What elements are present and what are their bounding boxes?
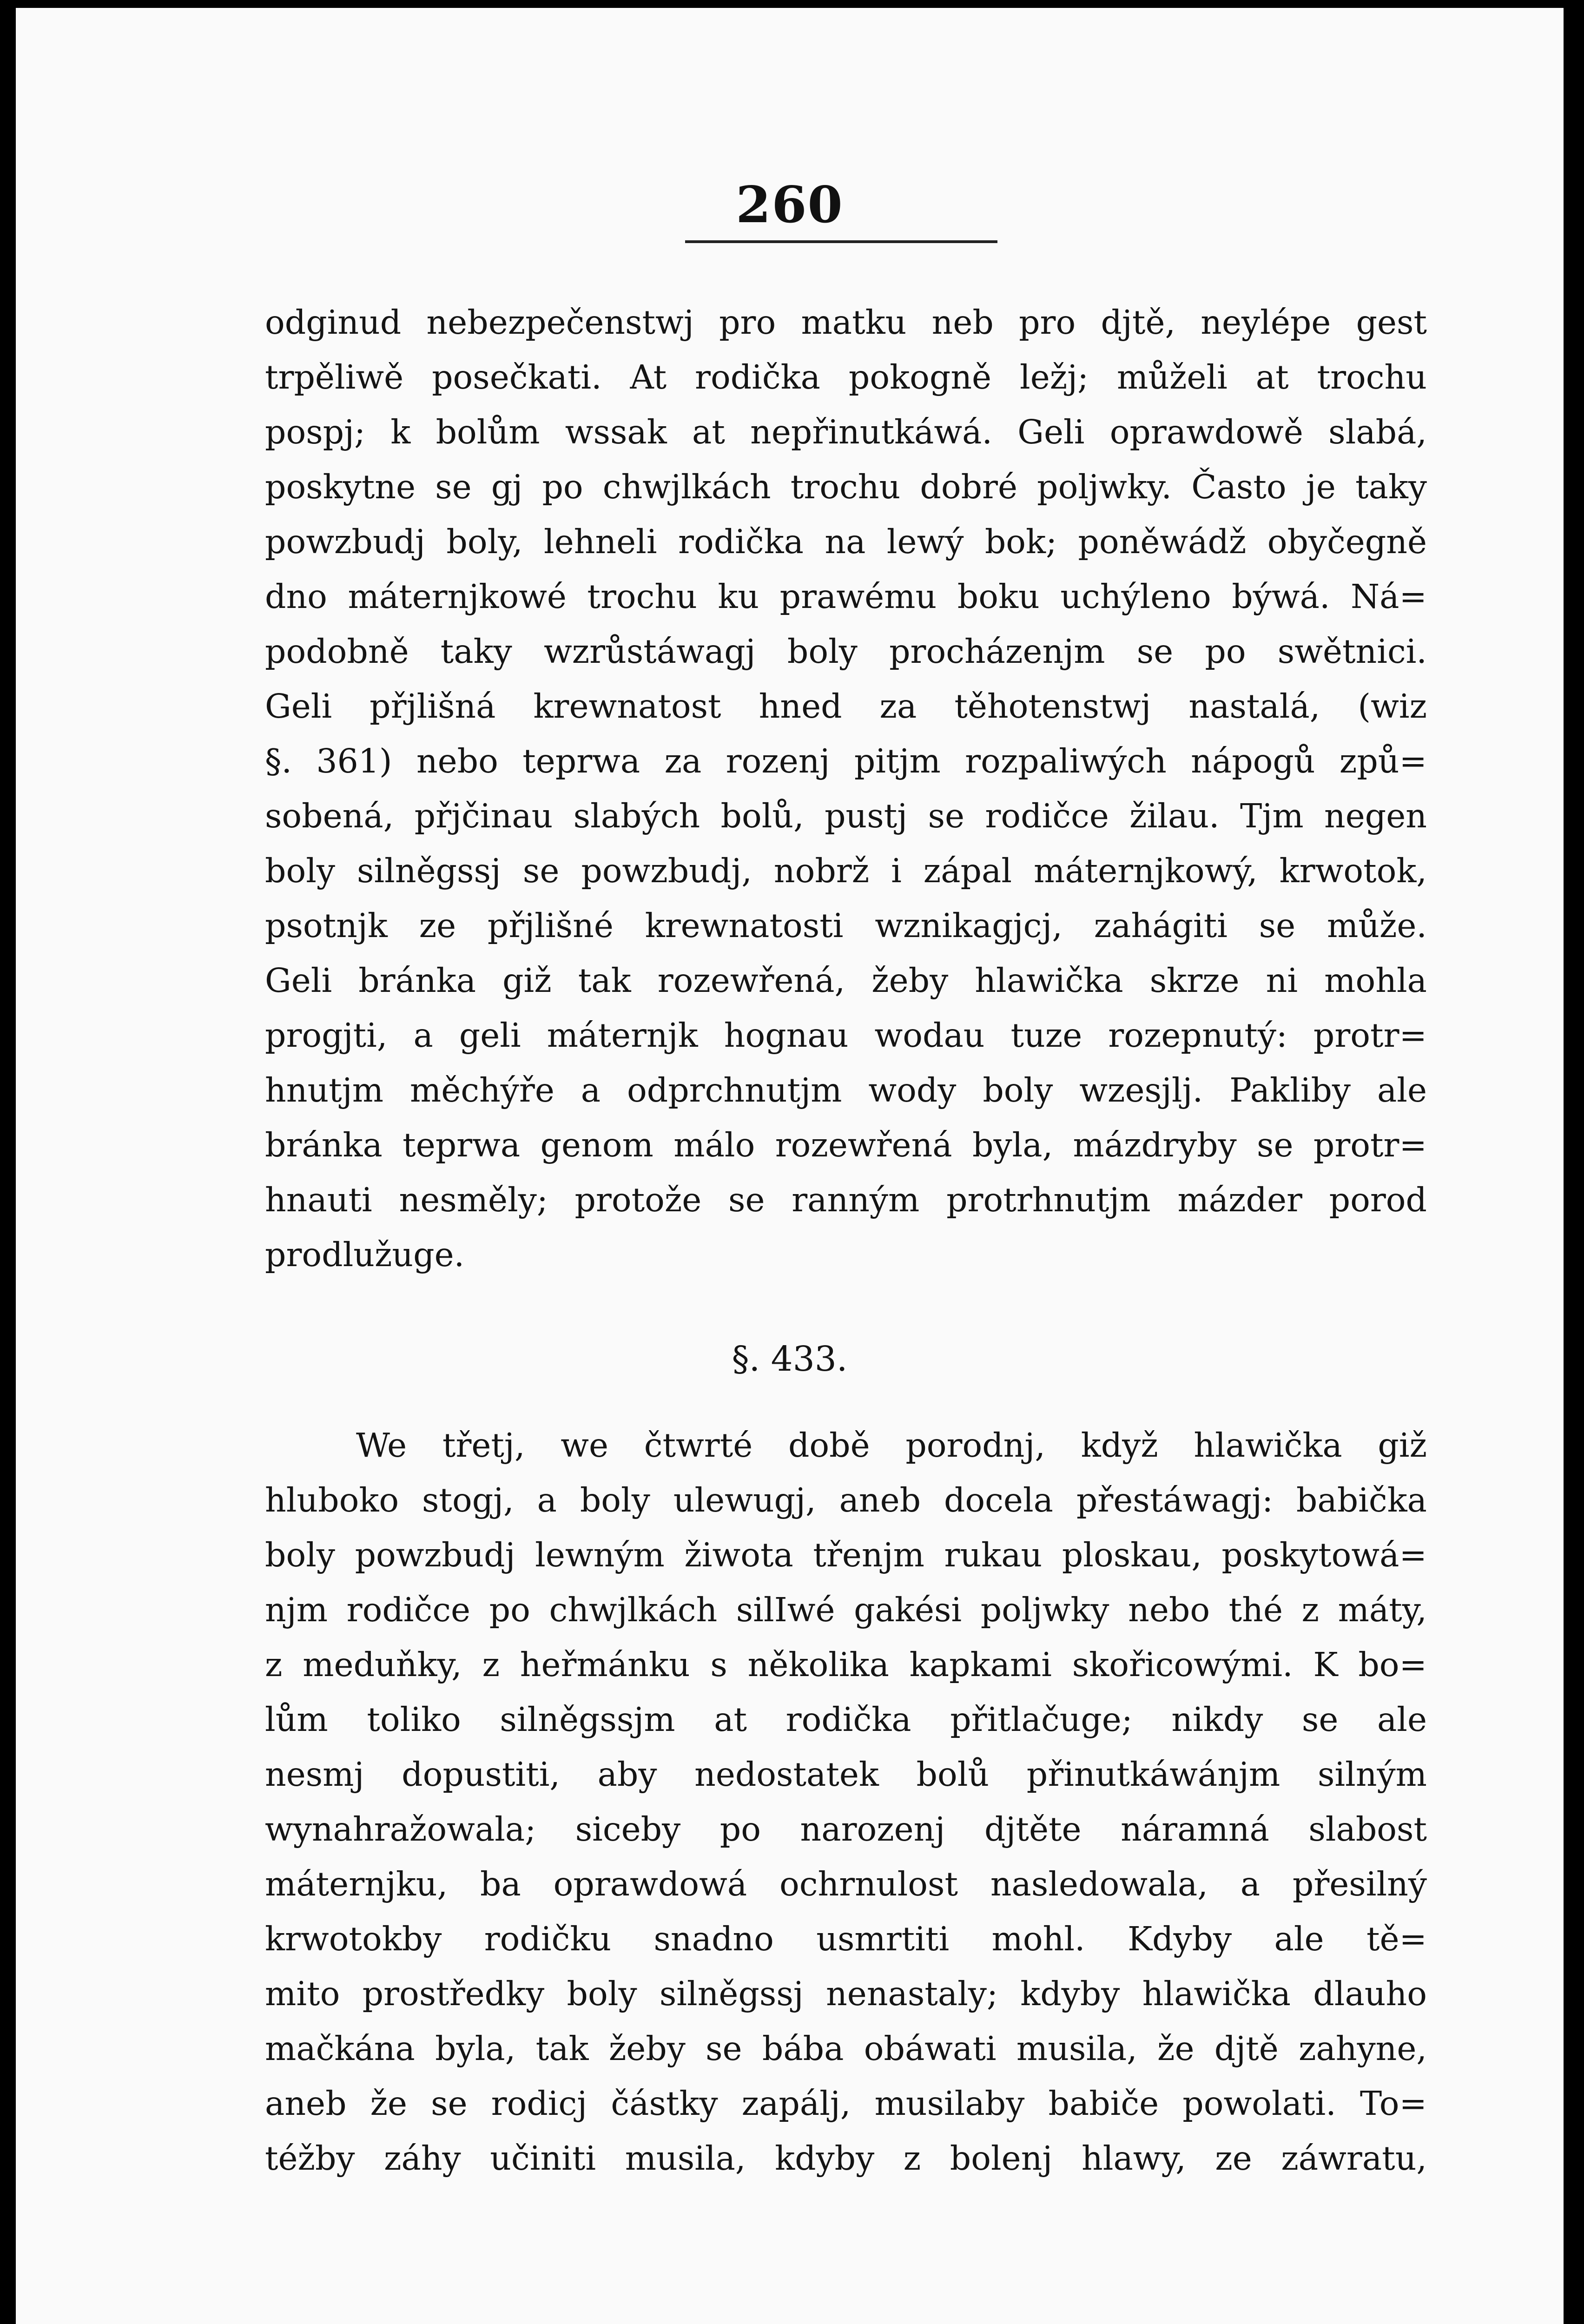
text-line: nesmj dopustiti, aby nedostatek bolů přinutkáwánjm silným xyxy=(265,1755,1427,1794)
text-line: njm rodičce po chwjlkách silIwé gakési poljwky nebo thé z máty, xyxy=(265,1591,1427,1629)
text-line: téžby záhy učiniti musila, kdyby z bolenj hlawy, ze záwratu, xyxy=(265,2139,1427,2178)
book-page xyxy=(16,8,1564,2324)
text-line: Geli přjlišná krewnatost hned za těhotenstwj nastalá, (wiz xyxy=(265,687,1427,726)
text-line: powzbudj boly, lehneli rodička na lewý bok; poněwádž obyčegně xyxy=(265,522,1427,561)
text-line: odginud nebezpečenstwj pro matku neb pro djtě, neylépe gest xyxy=(265,303,1427,342)
text-line: hnutjm měchýře a odprchnutjm wody boly wzesjlj. Pakliby ale xyxy=(265,1071,1427,1109)
page-number: 260 xyxy=(736,176,844,234)
paragraph-2 xyxy=(265,1418,1427,2186)
text-line: poskytne se gj po chwjlkách trochu dobré poljwky. Často je taky xyxy=(265,468,1427,506)
text-line: hnauti nesměly; protože se ranným protrhnutjm mázder porod xyxy=(265,1181,1427,1219)
text-line: boly silněgssj se powzbudj, nobrž i zápal máternjkowý, krwotok, xyxy=(265,852,1427,890)
text-line: trpěliwě posečkati. At rodička pokogně ležj; můželi at trochu xyxy=(265,358,1427,396)
paragraph-1 xyxy=(265,295,1427,1282)
text-line: krwotokby rodičku snadno usmrtiti mohl. Kdyby ale tě= xyxy=(265,1920,1427,1958)
text-line: sobená, přjčinau slabých bolů, pustj se rodičce žilau. Tjm negen xyxy=(265,797,1427,835)
text-line: prodlužuge. xyxy=(265,1235,465,1274)
text-line: bránka teprwa genom málo rozewřená byla, mázdryby se protr= xyxy=(265,1126,1427,1164)
text-line: mito prostředky boly silněgssj nenastaly; kdyby hlawička dlauho xyxy=(265,1974,1427,2013)
text-line: podobně taky wzrůstáwagj boly procházenjm se po swětnici. xyxy=(265,632,1427,671)
text-line: We třetj, we čtwrté době porodnj, když hlawička giž xyxy=(356,1426,1427,1465)
text-line: §. 361) nebo teprwa za rozenj pitjm rozpaliwých nápogů způ= xyxy=(265,742,1427,780)
text-line: progjti, a geli máternjk hognau wodau tuze rozepnutý: protr= xyxy=(265,1016,1427,1055)
page-header xyxy=(16,176,1564,234)
text-line: dno máternjkowé trochu ku prawému boku uchýleno býwá. Ná= xyxy=(265,577,1427,616)
text-line: aneb že se rodicj částky zapálj, musilaby babiče powolati. To= xyxy=(265,2084,1427,2123)
text-line: pospj; k bolům wssak at nepřinutkáwá. Geli oprawdowě slabá, xyxy=(265,413,1427,451)
text-line: máternjku, ba oprawdowá ochrnulost nasledowala, a přesilný xyxy=(265,1865,1427,1903)
text-line: z meduňky, z heřmánku s několika kapkami skořicowými. K bo= xyxy=(265,1645,1427,1684)
section-heading: §. 433. xyxy=(732,1339,848,1379)
text-line: mačkána byla, tak žeby se bába obáwati musila, že djtě zahyne, xyxy=(265,2029,1427,2068)
text-line: wynahražowala; siceby po narozenj djtěte náramná slabost xyxy=(265,1810,1427,1849)
text-line: lům toliko silněgssjm at rodička přitlačuge; nikdy se ale xyxy=(265,1700,1427,1739)
text-line: Geli bránka giž tak rozewřená, žeby hlawička skrze ni mohla xyxy=(265,961,1427,1000)
header-rule xyxy=(685,240,997,243)
text-line: hluboko stogj, a boly ulewugj, aneb docela přestáwagj: babička xyxy=(265,1481,1427,1519)
text-line: boly powzbudj lewným žiwota třenjm rukau ploskau, poskytowá= xyxy=(265,1536,1427,1574)
text-line: psotnjk ze přjlišné krewnatosti wznikagjcj, zahágiti se může. xyxy=(265,906,1427,945)
